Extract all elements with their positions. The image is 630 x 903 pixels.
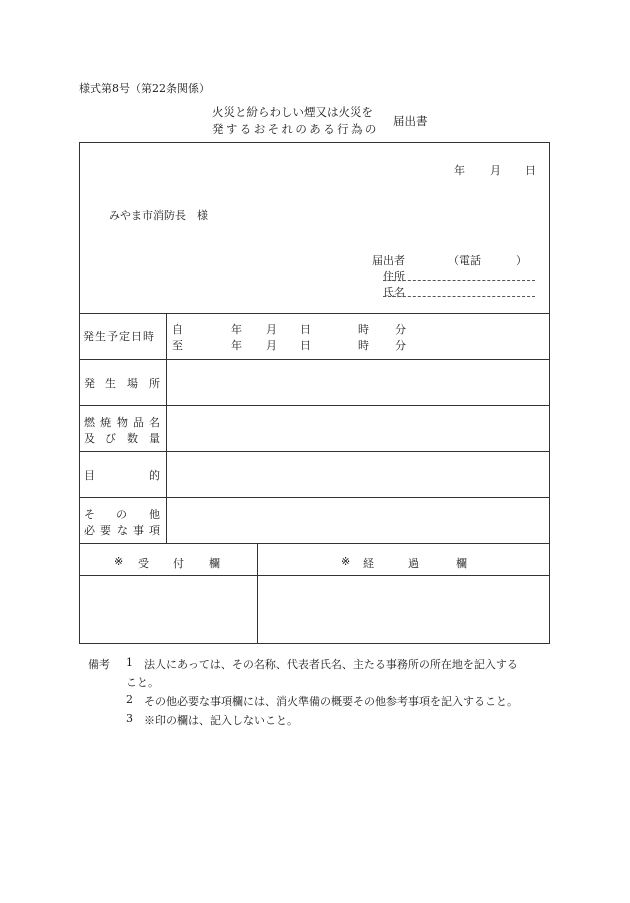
section-divider: [80, 543, 549, 544]
title-suffix: 届出書: [393, 114, 428, 128]
to-hour: 時: [358, 339, 369, 352]
note-2-num: 2: [126, 693, 133, 706]
phone-label: （電話: [448, 254, 481, 267]
schedule-from: 自: [172, 323, 183, 336]
from-month: 月: [266, 323, 277, 336]
name-label[interactable]: 氏名: [383, 286, 405, 299]
row-divider: [80, 575, 549, 576]
note-1-continuation: こと。: [126, 676, 159, 689]
row-divider: [80, 497, 549, 498]
phone-close: ）: [516, 254, 527, 267]
schedule-label: 発生予定日時: [83, 330, 155, 343]
addressee: みやま市消防長 様: [109, 209, 208, 222]
title-line-2: 発するおそれのある行為の: [212, 122, 379, 136]
row-divider: [80, 359, 549, 360]
from-day: 日: [300, 323, 311, 336]
note-2-text: その他必要な事項欄には、消火準備の概要その他参考事項を記入すること。: [144, 695, 518, 708]
from-hour: 時: [358, 323, 369, 336]
to-minute: 分: [395, 339, 406, 352]
address-line: [383, 280, 535, 281]
to-year: 年: [231, 339, 242, 352]
from-minute: 分: [395, 323, 406, 336]
note-3-text: ※印の欄は、記入しないこと。: [144, 714, 298, 727]
label-column-divider: [166, 313, 167, 543]
date-day: 日: [525, 164, 536, 177]
row-divider: [80, 313, 549, 314]
applicant-label: 届出者: [372, 254, 405, 267]
note-1-num: 1: [126, 656, 133, 669]
name-line: [383, 296, 535, 297]
schedule-to: 至: [172, 339, 183, 352]
note-3-num: 3: [126, 712, 133, 725]
date-month: 月: [490, 164, 501, 177]
to-month: 月: [266, 339, 277, 352]
from-year: 年: [231, 323, 242, 336]
form-number: 様式第8号（第22条関係）: [79, 82, 210, 95]
bottom-column-divider: [257, 543, 258, 644]
to-day: 日: [300, 339, 311, 352]
note-1-text: 法人にあっては、その名称、代表者氏名、主たる事務所の所在地を記入する: [144, 658, 518, 671]
date-year: 年: [454, 164, 465, 177]
row-divider: [80, 405, 549, 406]
title-line-1: 火災と紛らわしい煙又は火災を: [212, 105, 373, 119]
row-divider: [80, 451, 549, 452]
address-label[interactable]: 住所: [383, 270, 405, 283]
notes-heading: 備考: [88, 658, 110, 671]
